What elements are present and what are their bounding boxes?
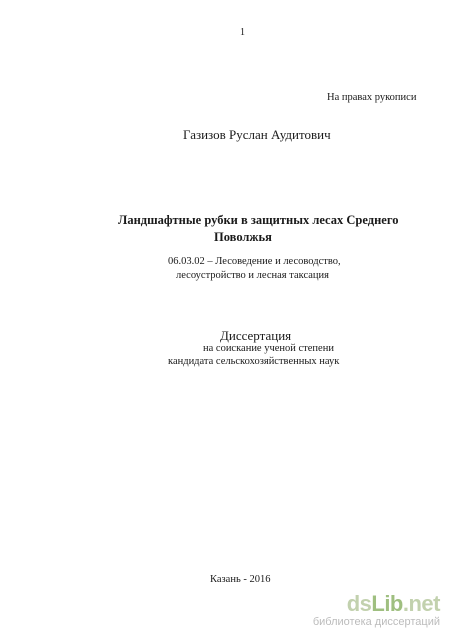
specialty-line-2: лесоустройство и лесная таксация bbox=[176, 270, 329, 281]
place-and-year: Казань - 2016 bbox=[210, 574, 271, 585]
watermark-caption: библиотека диссертаций bbox=[312, 616, 440, 628]
document-type: Диссертация bbox=[220, 328, 292, 343]
author-name: Газизов Руслан Аудитович bbox=[183, 127, 331, 142]
dslib-logo bbox=[313, 592, 440, 616]
specialty-line-1: 06.03.02 – Лесоведение и лесоводство, bbox=[168, 256, 341, 267]
dissertation-title-line-2: Поволжья bbox=[214, 230, 272, 244]
logo-ds: ds bbox=[346, 591, 372, 616]
dslib-watermark bbox=[313, 592, 440, 629]
dissertation-title-line-1: Ландшафтные рубки в защитных лесах Среднего bbox=[118, 213, 399, 227]
logo-lib: Lib bbox=[371, 591, 403, 616]
manuscript-note: На правах рукописи bbox=[327, 92, 417, 103]
degree-line-1: на соискание ученой степени bbox=[203, 343, 334, 354]
page-number: 1 bbox=[240, 27, 245, 38]
degree-line-2: кандидата сельскохозяйственных наук bbox=[168, 356, 340, 367]
logo-net: .net bbox=[402, 591, 440, 616]
